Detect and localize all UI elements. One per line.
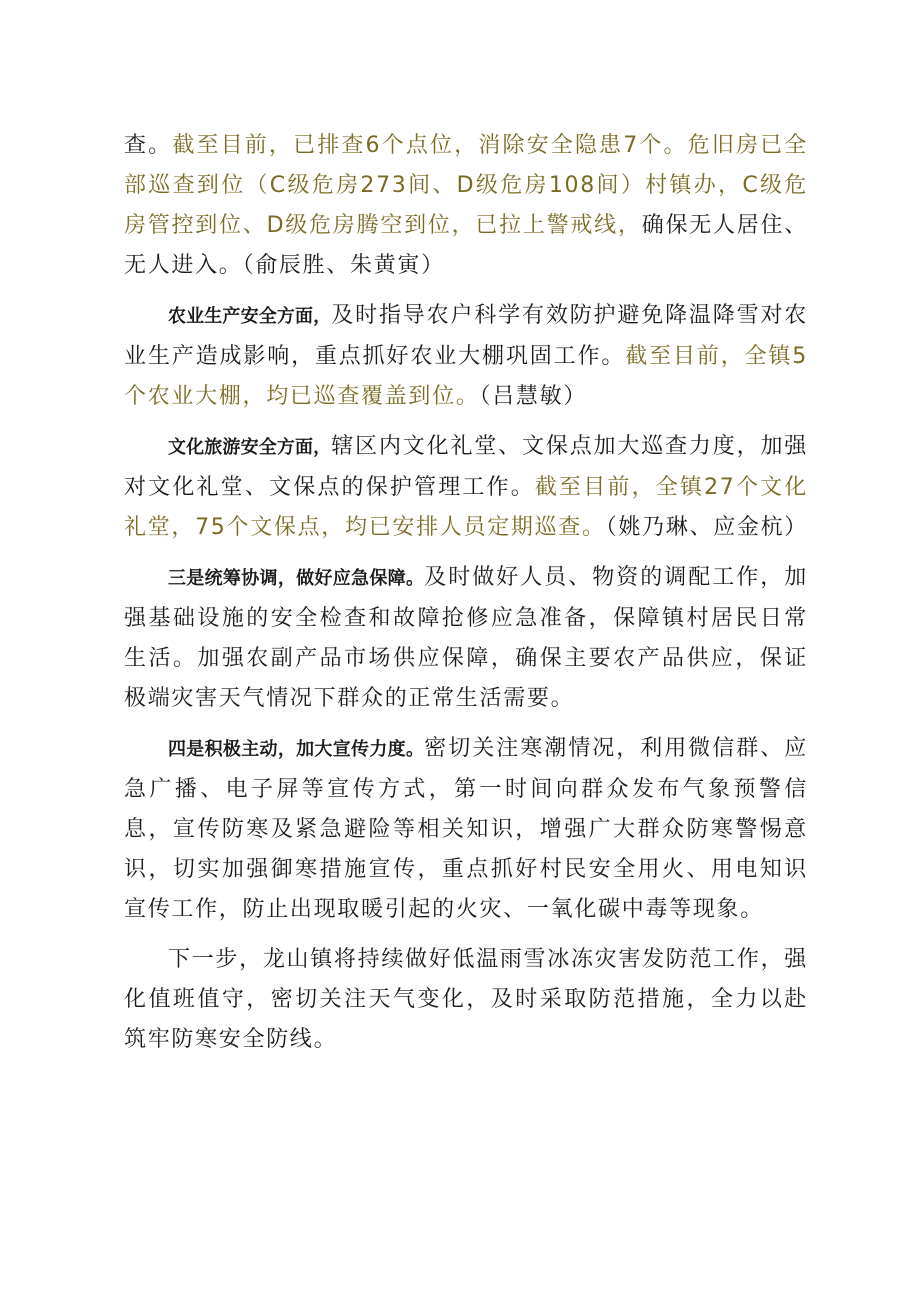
body-text: 辖区内文化礼堂、文保点加大巡查力度，加强对文化礼堂、文保点的保护管理工作。 xyxy=(124,434,808,500)
paragraph-culture-tourism-safety xyxy=(124,427,808,548)
body-text: 下一步，龙山镇将持续做好低温雨雪冰冻灾害发防范工作，强化值班值守，密切关注天气变化，及时采取防范措施，全力以赴筑牢防寒安全防线。 xyxy=(124,947,808,1052)
body-text: 及时做好人员、物资的调配工作，加强基础设施的安全检查和故障抢修应急准备，保障镇村居民日常生活。加强农副产品市场供应保障，确保主要农产品供应，保证极端灾害天气情况下群众的正常生活需要。 xyxy=(124,565,809,711)
body-text: 密切关注寒潮情况，利用微信群、应急广播、电子屏等宣传方式，第一时间向群众发布气象预警信息，宣传防寒及紧急避险等相关知识，增强广大群众防寒警惕意识，切实加强御寒措施宣传，重点抓好村民安全用火、用电知识宣传工作，防止出现取暖引起的火灾、一氧化碳中毒等现象。 xyxy=(124,736,809,922)
paragraph-next-step xyxy=(124,940,808,1060)
highlighted-text: 危旧房已全部巡查到位（C级危房273间、D级危房108间）村镇办，C级危房管控到位、D级危房腾空到位， xyxy=(124,133,808,238)
document-page xyxy=(124,126,808,1070)
body-text: 查。 xyxy=(124,133,173,158)
body-text: 确保无人居住、无人进入。（俞辰胜、朱黄寅） xyxy=(124,213,808,278)
highlighted-text: 截至目前，已排查6个点位，消除安全隐患7个。 xyxy=(172,133,688,158)
paragraph-publicity xyxy=(124,729,808,930)
paragraph-emergency-guarantee xyxy=(124,558,808,719)
body-text: （姚乃琳、应金杭） xyxy=(605,515,809,540)
paragraph-heading: 文化旅游安全方面， xyxy=(168,437,332,458)
paragraph-heading: 四是积极主动，加大宣传力度。 xyxy=(168,739,425,760)
paragraph-heading: 三是统筹协调，做好应急保障。 xyxy=(168,568,425,589)
body-text: 及时指导农户科学有效防护避免降温降雪对农业生产造成影响，重点抓好农业大棚巩固工作。 xyxy=(124,303,808,369)
body-text: （吕慧敏） xyxy=(479,384,588,409)
paragraph-heading: 农业生产安全方面， xyxy=(168,306,332,327)
paragraph-agriculture-safety xyxy=(124,296,808,417)
paragraph-housing-safety xyxy=(124,126,808,286)
highlighted-text: 已拉上警戒线， xyxy=(475,213,642,238)
highlighted-text: 截至目前，全镇5个农业大棚，均已巡查覆盖到位。 xyxy=(124,344,808,409)
highlighted-text: 截至目前，全镇27个文化礼堂，75个文保点，均已安排人员定期巡查。 xyxy=(124,475,808,540)
